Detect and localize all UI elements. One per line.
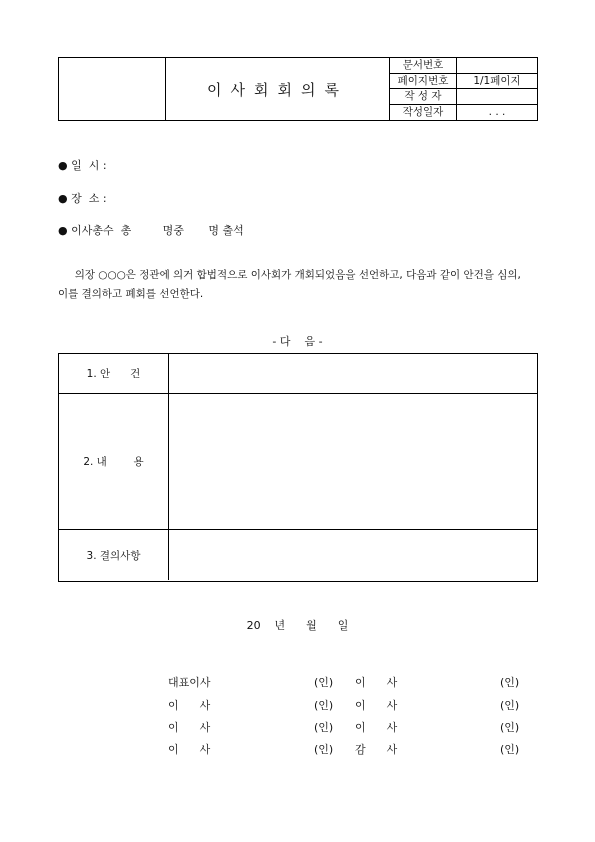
table-row-resolution <box>59 530 537 580</box>
section-subtitle: - 다 음 - <box>272 335 323 348</box>
logo-area <box>59 58 166 120</box>
row-label: 2. 내 용 <box>59 394 169 529</box>
meta-label: 작 성 자 <box>390 89 457 104</box>
meta-table <box>390 58 537 120</box>
meta-row-author <box>390 89 537 105</box>
signature-role: 감 사 <box>355 743 398 756</box>
meta-label: 문서번호 <box>390 58 457 73</box>
row-label: 1. 안 건 <box>59 354 169 393</box>
intro-line-1: 의장 ○○○은 정관에 의거 합법적으로 이사회가 개회되었음을 선언하고, 다음과 같이 안건을 심의, <box>58 269 521 281</box>
signature-role: 이 사 <box>355 676 398 689</box>
bullet-datetime: ● 일 시 : <box>58 159 107 172</box>
meta-row-doc-number <box>390 58 537 74</box>
row-label: 3. 결의사항 <box>59 530 169 580</box>
seal-mark: (인) <box>314 743 334 756</box>
seal-mark: (인) <box>314 721 334 734</box>
document-title: 이사회회의록 <box>166 58 390 120</box>
signature-role: 이 사 <box>168 743 211 756</box>
meta-row-page-number <box>390 74 537 90</box>
seal-mark: (인) <box>500 699 520 712</box>
table-row-content <box>59 394 537 530</box>
signature-role: 이 사 <box>168 721 211 734</box>
meta-value[interactable] <box>457 58 537 73</box>
seal-mark: (인) <box>500 721 520 734</box>
meta-label: 페이지번호 <box>390 74 457 89</box>
meta-value[interactable]: . . . <box>488 105 506 118</box>
document-header <box>58 57 538 121</box>
bullet-attendance: ● 이사총수 총 명중 명 출석 <box>58 224 244 237</box>
signature-role: 이 사 <box>355 699 398 712</box>
signature-role: 이 사 <box>168 699 211 712</box>
seal-mark: (인) <box>500 743 520 756</box>
meta-value[interactable] <box>457 89 537 104</box>
intro-line-2: 이를 결의하고 폐회를 선언한다. <box>58 288 204 300</box>
table-row-agenda <box>59 354 537 394</box>
meta-row-date <box>390 105 537 121</box>
seal-mark: (인) <box>500 676 520 689</box>
seal-mark: (인) <box>314 699 334 712</box>
date-line: 20 년 월 일 <box>246 619 349 632</box>
meta-value[interactable]: 1/1페이지 <box>473 74 521 87</box>
bullet-place: ● 장 소 : <box>58 192 107 205</box>
seal-mark: (인) <box>314 676 334 689</box>
signature-role: 대표이사 <box>168 676 211 689</box>
meta-label: 작성일자 <box>390 105 457 121</box>
signature-role: 이 사 <box>355 721 398 734</box>
agenda-table <box>58 353 538 582</box>
